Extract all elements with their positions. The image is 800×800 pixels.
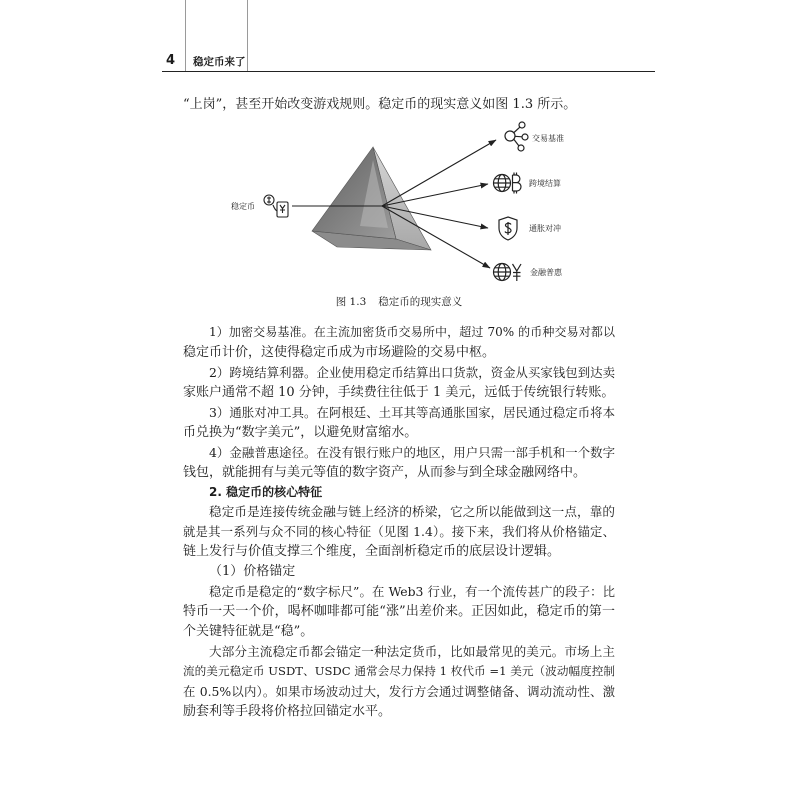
paragraph-line: 稳定币计价，这使得稳定币成为市场避险的交易中枢。 bbox=[183, 344, 496, 360]
globe-bitcoin-icon bbox=[494, 173, 521, 194]
output-label-cross-border-settlement: 跨境结算 bbox=[529, 179, 561, 188]
paragraph-line: 4）金融普惠途径。在没有银行账户的地区，用户只需一部手机和一个数字 bbox=[209, 444, 615, 460]
paragraph bbox=[183, 582, 615, 642]
paragraph-line: 特币一天一个价，喝杯咖啡都可能“涨”出差价来。正因如此，稳定币的第一 bbox=[183, 604, 615, 620]
output-label-inflation-hedge: 通胀对冲 bbox=[529, 224, 561, 233]
main-text bbox=[183, 323, 615, 722]
paragraph-line: 就是其一系列与众不同的核心特征（见图 1.4）。接下来，我们将从价格锚定、 bbox=[183, 524, 615, 540]
network-icon bbox=[505, 122, 528, 151]
paragraph-line: 大部分主流稳定币都会锚定一种法定货币，比如最常见的美元。市场上主 bbox=[209, 644, 615, 659]
figure-stablecoin-significance bbox=[200, 110, 600, 290]
paragraph-line: 2）跨境结算利器。企业使用稳定币结算出口货款，资金从买家钱包到达卖 bbox=[209, 364, 615, 380]
paragraph-line: 3）通胀对冲工具。在阿根廷、土耳其等高通胀国家，居民通过稳定币将本 bbox=[209, 404, 615, 420]
paragraph-line: 稳定币是连接传统金融与链上经济的桥梁，它之所以能做到这一点，靠的 bbox=[209, 504, 615, 520]
page-number: 4 bbox=[166, 53, 176, 68]
header-rule-right bbox=[247, 0, 248, 71]
section-heading: 2. 稳定币的核心特征 bbox=[209, 484, 323, 499]
paragraph-line: 家账户通常不超 10 分钟，手续费往往低于 1 美元，远低于传统银行转账。 bbox=[183, 384, 615, 400]
section-intro-paragraph bbox=[183, 502, 615, 562]
paragraph-line: 1）加密交易基准。在主流加密货币交易所中，超过 70% 的币种交易对都以 bbox=[209, 325, 615, 339]
output-label-financial-inclusion: 金融普惠 bbox=[530, 268, 562, 277]
ray-to-trading-benchmark bbox=[382, 140, 496, 206]
paragraph-line: 励套利等手段将价格拉回锚定水平。 bbox=[183, 703, 392, 719]
paragraph-line: 个关键特征就是“稳”。 bbox=[183, 624, 314, 640]
source-label: 稳定币 bbox=[231, 202, 255, 211]
paragraph-line: 稳定币是稳定的“数字标尺”。在 Web3 行业，有一个流传甚广的段子：比 bbox=[209, 584, 615, 600]
globe-yuan-icon bbox=[494, 264, 522, 282]
paragraph-line: 链上发行与价值支撑三个维度，全面剖析稳定币的底层设计逻辑。 bbox=[183, 544, 561, 560]
prism bbox=[312, 147, 431, 250]
paragraph-line: 在 0.5%以内）。如果市场波动过大，发行方会通过调整储备、调动流动性、激 bbox=[183, 683, 615, 699]
paragraph-line: 币兑换为“数字美元”，以避免财富缩水。 bbox=[183, 424, 418, 440]
figure-number: 图 1.3 bbox=[335, 296, 367, 308]
list-item-trading-benchmark bbox=[183, 323, 615, 363]
output-label-trading-benchmark: 交易基准 bbox=[532, 134, 564, 143]
figure-caption bbox=[183, 294, 615, 310]
subsection-heading: （1）价格锚定 bbox=[209, 564, 296, 580]
list-item-financial-inclusion bbox=[183, 443, 615, 483]
paragraph-line: “上岗”，甚至开始改变游戏规则。稳定币的现实意义如图 1.3 所示。 bbox=[183, 97, 577, 112]
header-rule-left bbox=[185, 0, 186, 71]
figure-caption-text: 稳定币的现实意义 bbox=[378, 296, 463, 308]
paragraph-line: 钱包，就能拥有与美元等值的数字资产，从而参与到全球金融网络中。 bbox=[183, 464, 587, 480]
stablecoin-icon bbox=[264, 195, 288, 217]
header-divider bbox=[162, 71, 655, 72]
chapter-title: 稳定币来了 bbox=[193, 56, 246, 68]
paragraph bbox=[183, 642, 615, 722]
list-item-inflation-hedge bbox=[183, 403, 615, 443]
paragraph-line: 流的美元稳定币 USDT、USDC 通常会尽力保持 1 枚代币 =1 美元（波动幅度控制 bbox=[183, 663, 615, 678]
list-item-cross-border-settlement bbox=[183, 363, 615, 403]
shield-dollar-icon bbox=[499, 217, 517, 240]
